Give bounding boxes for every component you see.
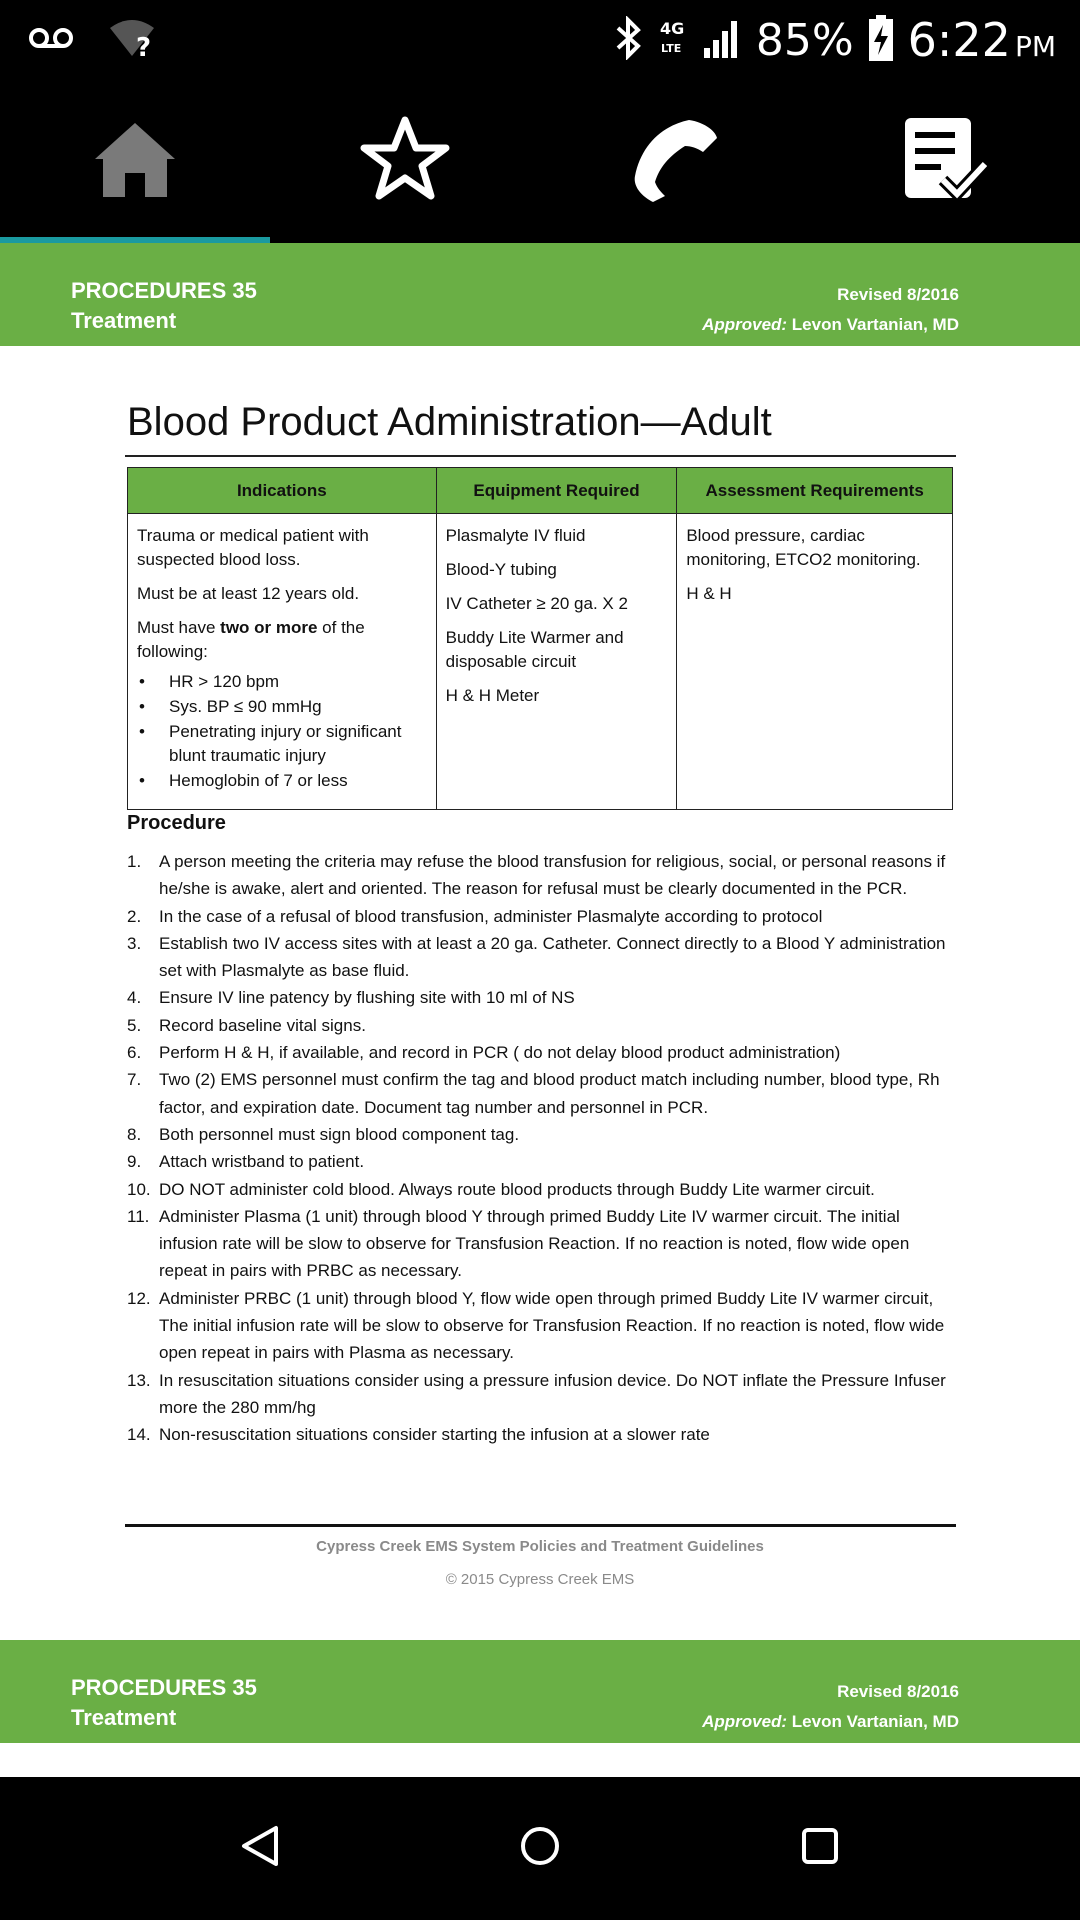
- wifi-unknown-icon: [108, 18, 160, 63]
- footer-copyright: © 2015 Cypress Creek EMS: [445, 1571, 635, 1588]
- procedure-step: 11. Administer Plasma (1 unit) through blood Y through primed Buddy Lite IV warmer circuit. The initial infusion rate will be slow to observe for Transfusion Reaction. If no reaction is noted, flow wide open repeat in pairs with PRBC as necessary.: [127, 1206, 910, 1281]
- list-item: • Sys. BP ≤ 90 mmHg: [137, 695, 427, 719]
- procedure-step: 12. Administer PRBC (1 unit) through blood Y, flow wide open through primed Buddy Lite IV warmer circuit, The initial infusion rate will be slow to observe for Transfusion Reaction. If no reaction is noted, flow wide open repeat in pairs with Plasma as necessary.: [127, 1288, 945, 1363]
- battery-percent: 85%: [755, 14, 854, 66]
- home-icon: [91, 119, 179, 204]
- page-title: Blood Product Administration—Adult: [127, 400, 772, 444]
- procedure-step: 7. Two (2) EMS personnel must confirm the tag and blood product match including number, blood type, Rh factor, and expiration date. Document tag number and personnel in PCR.: [127, 1070, 940, 1117]
- list-item: H & H: [686, 584, 732, 603]
- procedure-step: 9. Attach wristband to patient.: [127, 1152, 365, 1172]
- star-icon: [360, 116, 450, 207]
- procedure-step: 2. In the case of a refusal of blood transfusion, administer Plasmalyte according to protocol: [127, 906, 823, 926]
- procedure-step: 5. Record baseline vital signs.: [127, 1015, 366, 1035]
- list-item: IV Catheter ≥ 20 ga. X 2: [445, 594, 628, 613]
- approved-line: Approved: Levon Vartanian, MD: [702, 315, 959, 334]
- assessment-cell: [677, 514, 953, 810]
- list-item: Buddy Lite Warmer and disposable circuit: [445, 628, 624, 671]
- home-button[interactable]: [400, 1777, 680, 1920]
- header-assessment: Assessment Requirements: [677, 468, 953, 514]
- list-item: Blood pressure, cardiac monitoring, ETCO2 monitoring.: [686, 526, 921, 569]
- battery-charging-icon: [868, 15, 894, 66]
- svg-text:LTE: LTE: [660, 41, 682, 55]
- list-item: Plasmalyte IV fluid: [445, 526, 586, 545]
- svg-text:?: ?: [136, 33, 152, 58]
- list-item: H & H Meter: [445, 686, 540, 705]
- list-item: • Penetrating injury or significant blunt traumatic injury: [137, 720, 427, 768]
- signal-icon: [702, 18, 742, 63]
- recents-button[interactable]: [680, 1777, 960, 1920]
- requirements-table: [127, 467, 953, 810]
- header-band: [0, 243, 1080, 346]
- footer-band: [0, 1640, 1080, 1743]
- section-label: PROCEDURES 35: [71, 1675, 257, 1700]
- list-item: Blood-Y tubing: [445, 560, 557, 579]
- back-icon: [240, 1824, 280, 1873]
- header-equipment: Equipment Required: [436, 468, 677, 514]
- nav-home[interactable]: [0, 80, 270, 243]
- back-button[interactable]: [120, 1777, 400, 1920]
- procedure-step: 10. DO NOT administer cold blood. Always route blood products through Buddy Lite warmer circuit.: [127, 1179, 875, 1199]
- list-item: • HR > 120 bpm: [137, 670, 427, 694]
- footer-divider: [125, 1524, 956, 1527]
- procedure-step: 1. A person meeting the criteria may refuse the blood transfusion for religious, social, or personal reasons if he/she is awake, alert and oriented. The reason for refusal must be clearly documented in the PCR.: [127, 852, 946, 899]
- procedure-step: 8. Both personnel must sign blood component tag.: [127, 1124, 520, 1144]
- phone-icon: [631, 116, 719, 207]
- procedure-list: [127, 848, 957, 1449]
- procedure-step: 14. Non-resuscitation situations consider starting the infusion at a slower rate: [127, 1425, 710, 1445]
- revised-label: Revised 8/2016: [837, 285, 959, 304]
- footer-title: Cypress Creek EMS System Policies and Treatment Guidelines: [316, 1538, 764, 1555]
- nav-checklist[interactable]: [810, 80, 1080, 243]
- svg-text:4G: 4G: [659, 18, 685, 38]
- list-item: • Hemoglobin of 7 or less: [137, 769, 427, 793]
- clock: 6:22 PM: [907, 13, 1056, 67]
- equipment-cell: [436, 514, 677, 810]
- indications-cell: Trauma or medical patient with suspected blood loss. Must be at least 12 years old. Must have two or more of the following: • HR > 120 bpm • Sys. BP ≤ 90 mmHg • Penetrating injury or significant blunt traumatic injury • Hemoglobin of 7 or less: [128, 514, 437, 810]
- header-indications: Indications: [128, 468, 437, 514]
- system-nav-bar: [0, 1777, 1080, 1920]
- procedure-step: 6. Perform H & H, if available, and record in PCR ( do not delay blood product administration): [127, 1043, 841, 1063]
- category-label: Treatment: [71, 1705, 177, 1730]
- voicemail-icon: [28, 26, 74, 55]
- revised-label: Revised 8/2016: [837, 1682, 959, 1701]
- procedure-heading: Procedure: [127, 812, 226, 834]
- nav-favorites[interactable]: [270, 80, 540, 243]
- category-label: Treatment: [71, 308, 177, 333]
- procedure-step: 13. In resuscitation situations consider using a pressure infusion device. Do NOT inflate the Pressure Infuser more the 280 mm/hg: [127, 1370, 946, 1417]
- procedure-step: 4. Ensure IV line patency by flushing site with 10 ml of NS: [127, 988, 575, 1008]
- section-label: PROCEDURES 35: [71, 278, 257, 303]
- procedure-step: 3. Establish two IV access sites with at least a 20 ga. Catheter. Connect directly to a Blood Y administration set with Plasmalyte as base fluid.: [127, 933, 946, 981]
- checklist-icon: [903, 116, 987, 207]
- recents-icon: [800, 1826, 840, 1871]
- app-nav-bar: [0, 80, 1080, 243]
- title-divider: [125, 455, 956, 457]
- approved-line: Approved: Levon Vartanian, MD: [702, 1712, 959, 1731]
- nav-contacts[interactable]: [540, 80, 810, 243]
- network-type-label: [658, 16, 688, 65]
- indication-bullets: [137, 670, 427, 793]
- home-circle-icon: [520, 1826, 560, 1871]
- status-bar: [0, 0, 1080, 80]
- bluetooth-icon: [614, 16, 644, 65]
